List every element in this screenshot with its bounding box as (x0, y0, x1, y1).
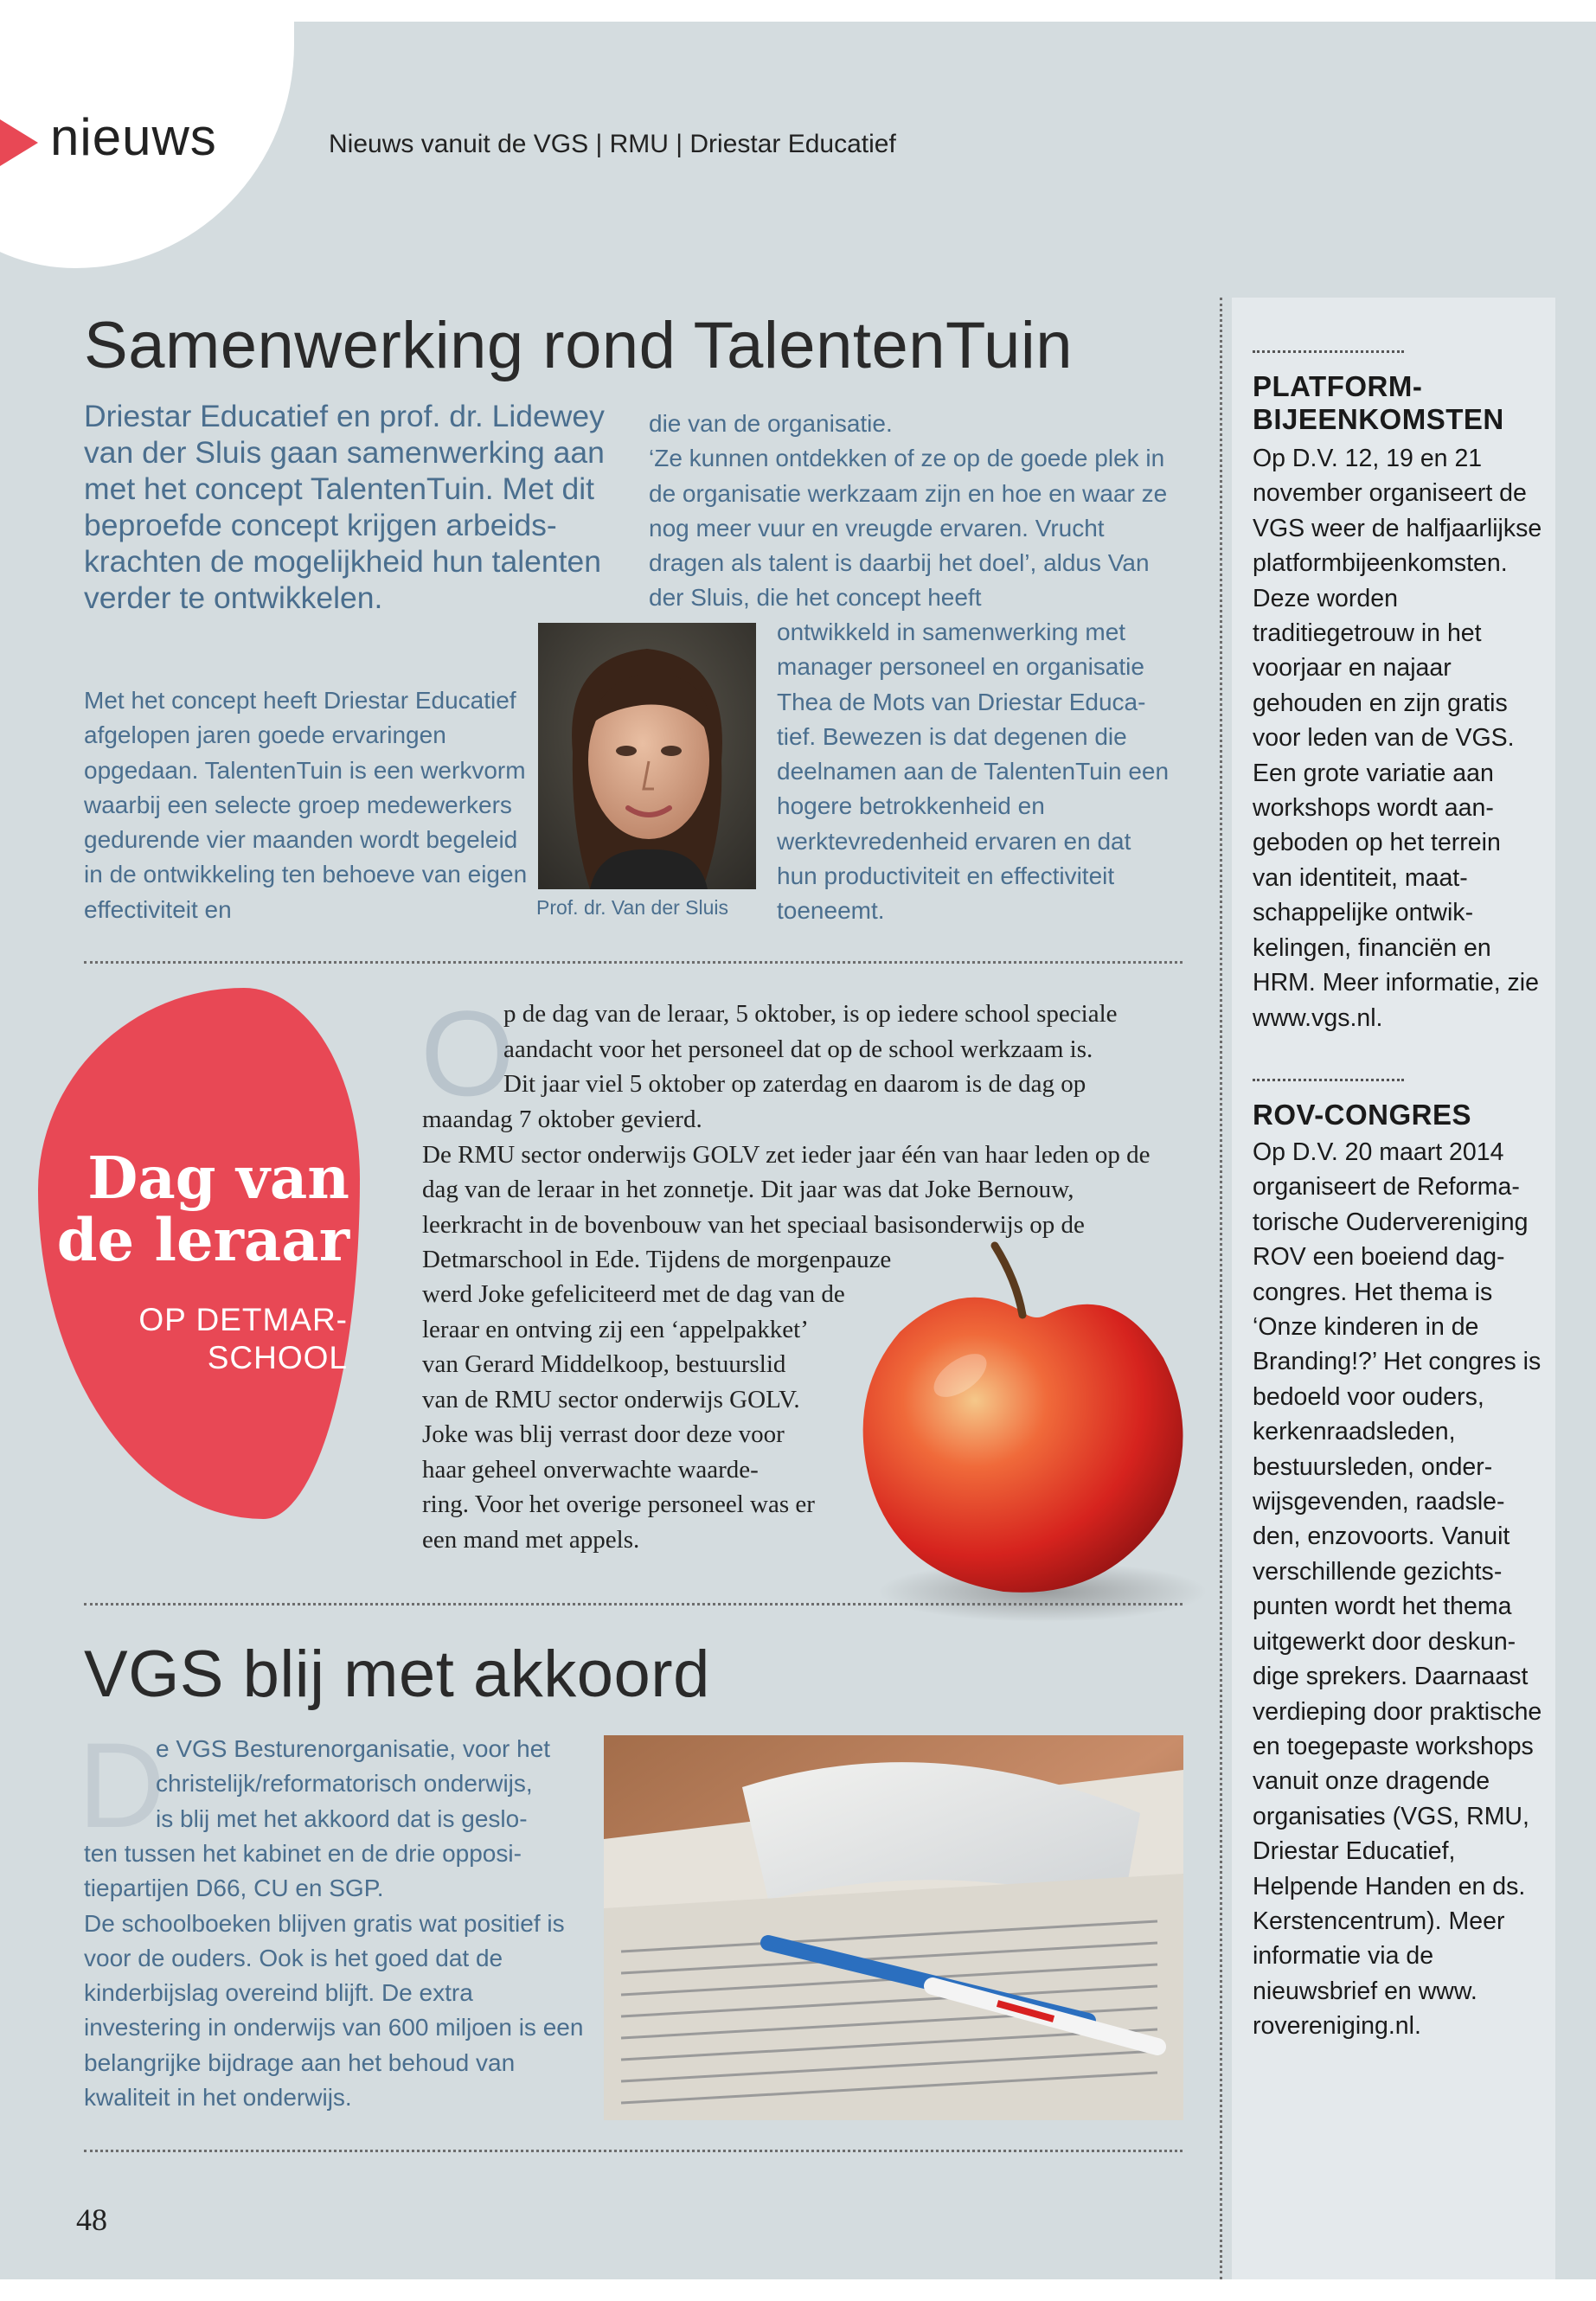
article-body-right: die van de organisatie. ‘Ze kunnen ontdekken of ze op de goede plek in de organisatie werkzaam zijn en hoe en waar ze nog meer vuur en vreugde ervaren. Vrucht dragen als talent is daarbij het doel’, aldus Van der Sluis, die het concept heeft (649, 410, 1168, 612)
divider (84, 1603, 1183, 1606)
section-title: nieuws (50, 108, 217, 166)
feature-body: maandag 7 oktober gevierd. De RMU sector onderwijs GOLV zet ieder jaar één van haar leden op de dag van de leraar in het zonnetje. Dit jaar was dat Joke Bernouw, leerkracht in de bovenbouw van het speciaal basisonderwijs op de Detmarschool in Ede. Tijdens de morgenpauze (422, 1106, 1151, 1273)
apple-photo (830, 1228, 1228, 1626)
article-intro: Driestar Educatief en prof. dr. Lidewey van der Sluis gaan samenwerking aan met het concept TalentenTuin. Met dit beproefde concept krijgen arbeidskrachten de mogelijkheid hun talenten verder te ontwikkelen. (84, 399, 605, 615)
feature-subtitle: OP DETMAR- SCHOOL (138, 1302, 348, 1375)
article-body-left: Met het concept heeft Driestar Educatief afgelopen jaren goede ervaringen opgedaan. TalentenTuin is een werkvorm waarbij een selecte groep medewerkers gedurende vier maanden wordt begeleid in de ontwikkeling ten behoeve van eigen effectiviteit en (84, 687, 528, 923)
header-subtitle: Nieuws vanuit de VGS | RMU | Driestar Educatief (329, 130, 896, 158)
sidebar-dots (1253, 350, 1404, 353)
sidebar-heading: ROV-CONGRES (1253, 1099, 1472, 1131)
drop-cap: O (420, 985, 515, 1121)
divider (84, 961, 1183, 964)
desk-photo (604, 1735, 1183, 2120)
page-number: 48 (76, 2202, 107, 2237)
feature-title-line2: de leraar (56, 1206, 349, 1274)
sidebar-heading: PLATFORM- BIJEENKOMSTEN (1253, 370, 1504, 435)
drop-cap: D (78, 1717, 166, 1853)
feature-intro: p de dag van de leraar, 5 oktober, is op iedere school speciale aandacht voor het personeel dat op de school werkzaam is. Dit jaar viel 5 oktober op zaterdag en daarom is de dag op (503, 1000, 1118, 1098)
portrait-photo (538, 623, 756, 889)
article-body-right-continued: ontwikkeld in samenwerking met manager personeel en organisatie Thea de Mots van Driestar Educatief. Bewezen is dat degenen die deelnamen aan de TalentenTuin een hogere betrokkenheid en werktevredenheid ervaren en dat hun productiviteit en effectiviteit toeneemt. (777, 619, 1170, 925)
photo-caption: Prof. dr. Van der Sluis (536, 896, 729, 919)
feature-title (52, 1144, 349, 1274)
article-headline: VGS blij met akkoord (84, 1638, 710, 1711)
sidebar-text: Op D.V. 12, 19 en 21 november organiseert de VGS weer de halfjaarlijkse platformbijeenkomsten. Deze worden traditiegetrouw in het voorjaar en najaar gehouden en zijn gratis voor leden van de VGS. Een grote variatie aan workshops wordt aangeboden op het terrein van identiteit, maatschappelijke ontwikkelingen, financiën en HRM. Meer informatie, zie www.vgs.nl. (1253, 445, 1542, 1032)
article-body: ten tussen het kabinet en de drie oppositiepartijen D66, CU en SGP. De schoolboeken blijven gratis wat positief is voor de ouders. Ook is het goed dat de kinderbijslag overeind blijft. De extra investering in onderwijs van 600 miljoen is een belangrijke bijdrage aan het behoud van kwaliteit in het onderwijs. (84, 1840, 584, 2112)
sidebar-dots (1253, 1079, 1404, 1081)
sidebar-text: Op D.V. 20 maart 2014 organiseert de Reformatorische Oudervereniging ROV een boeiend dag-congres. Het thema is ‘Onze kinderen in de Branding!?’ Het congres is bedoeld voor ouders, kerkenraadsleden, bestuursleden, onderwijsgevenden, raadsleden, enzovoorts. Vanuit verschillende gezichtspunten wordt het thema uitgewerkt door deskundige sprekers. Daarnaast verdieping door praktische en toegepaste workshops vanuit onze dragende organisaties (VGS, RMU, Driestar Educatief, Helpende Handen en ds. Kerstencentrum). Meer informatie via de nieuwsbrief en www. rovereniging.nl. (1253, 1138, 1542, 2041)
section-arrow-icon (0, 119, 38, 166)
feature-body-continued: werd Joke gefeliciteerd met de dag van de leraar en ontving zij een ‘appelpakket’ van Gerard Middelkoop, bestuurslid van de RMU sector onderwijs GOLV. Joke was blij verrast door deze voor haar geheel onverwachte waarde- ring. Voor het overige personeel was er een mand met appels. (422, 1280, 845, 1554)
divider (84, 2150, 1183, 2152)
feature-title-line1: Dag van (87, 1144, 349, 1212)
article-intro-lines: e VGS Besturenorganisatie, voor het christelijk/reformatorisch onderwijs, is blij met het akkoord dat is geslo- (156, 1735, 551, 1832)
article-headline: Samenwerking rond TalentenTuin (84, 309, 1074, 382)
